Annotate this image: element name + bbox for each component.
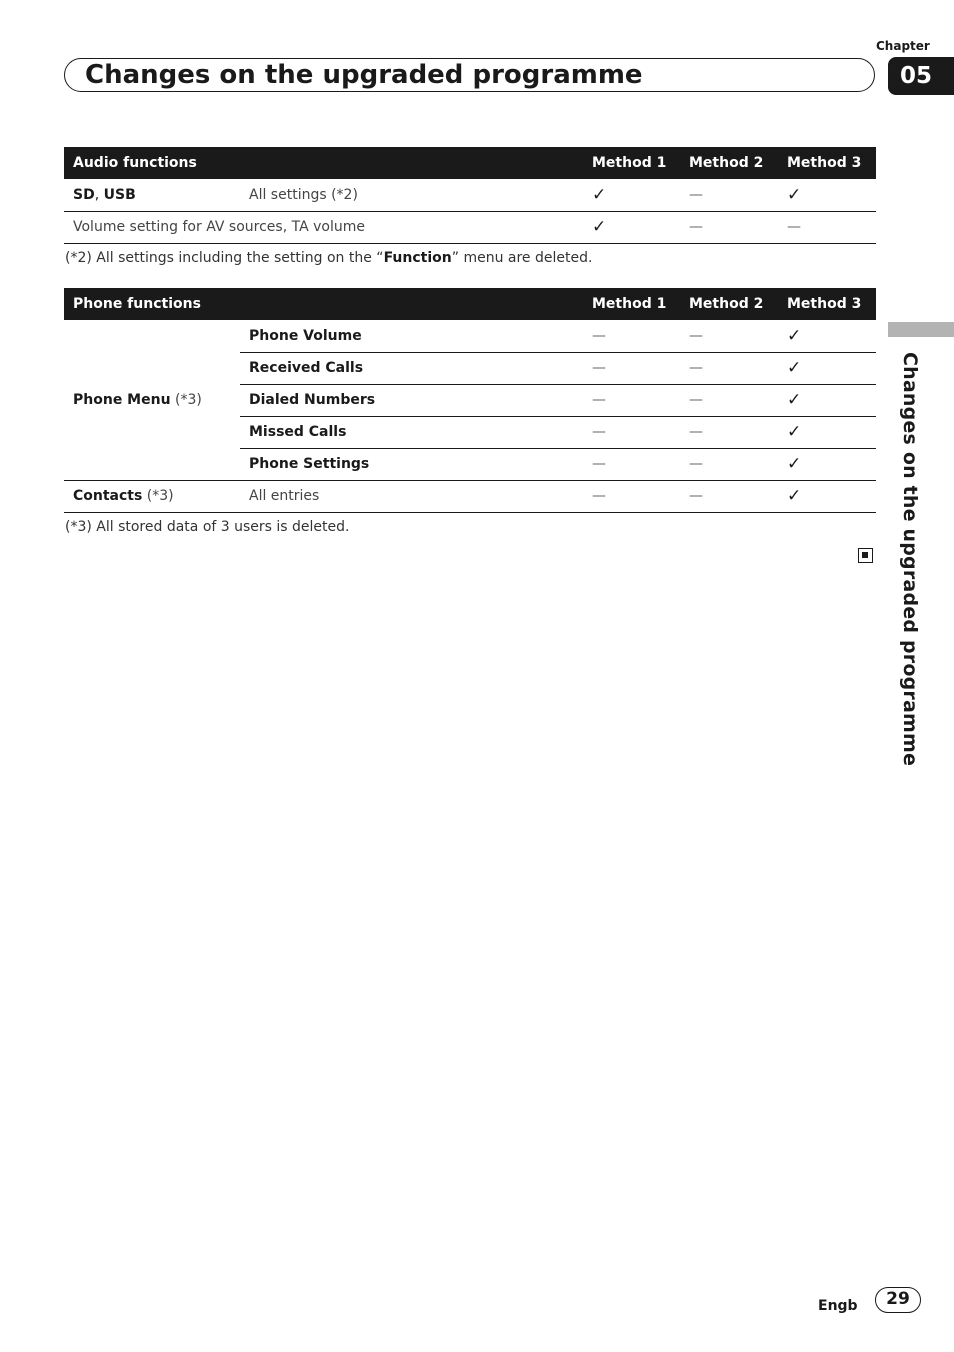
sd-label: SD	[73, 186, 95, 203]
dash-mark: —	[689, 327, 703, 344]
check-mark: ✓	[592, 217, 607, 237]
dash-mark: —	[592, 360, 606, 376]
phone-menu-note: (*3)	[170, 391, 202, 408]
item-name: Phone Settings	[249, 456, 370, 472]
check-mark: ✓	[787, 358, 802, 378]
item-name: Missed Calls	[249, 424, 347, 440]
dash-mark: —	[689, 186, 703, 203]
page-title: Changes on the upgraded programme	[85, 60, 643, 90]
item-name: Received Calls	[249, 360, 364, 376]
dash-mark: —	[689, 456, 703, 472]
dash-mark: —	[689, 424, 703, 440]
footnote-2	[65, 250, 592, 266]
phone-menu-name: Phone Menu	[73, 391, 171, 408]
title-frame	[64, 58, 875, 92]
contacts-note: (*3)	[142, 488, 174, 504]
dash-mark: —	[592, 456, 606, 472]
dash-mark: —	[689, 219, 703, 235]
side-tab-title: Changes on the upgraded programme	[899, 352, 921, 767]
chapter-label: Chapter	[876, 39, 930, 53]
chapter-number: 05	[888, 57, 954, 95]
check-mark: ✓	[787, 422, 802, 442]
header-audio-functions: Audio functions	[64, 147, 583, 179]
table-row	[64, 211, 876, 243]
check-mark: ✓	[787, 325, 802, 346]
header-method-1: Method 1	[583, 147, 680, 179]
check-mark: ✓	[787, 486, 802, 506]
dash-mark: —	[592, 392, 606, 408]
header-method-2: Method 2	[680, 288, 778, 320]
dash-mark: —	[592, 327, 606, 344]
table-row	[64, 480, 876, 512]
footnote-3: (*3) All stored data of 3 users is deleted.	[65, 519, 350, 535]
function-menu-name: Function	[383, 250, 452, 266]
page-number: 29	[875, 1287, 921, 1313]
language-code: Engb	[818, 1298, 858, 1314]
setting-cell: All entries	[249, 488, 320, 504]
contacts-name: Contacts	[73, 488, 143, 504]
item-name: Dialed Numbers	[249, 392, 376, 408]
check-mark: ✓	[787, 184, 802, 205]
header-method-1: Method 1	[583, 288, 680, 320]
header-method-3: Method 3	[778, 147, 876, 179]
dash-mark: —	[689, 392, 703, 408]
header-method-2: Method 2	[680, 147, 778, 179]
dash-mark: —	[592, 488, 606, 504]
dash-mark: —	[689, 360, 703, 376]
label-separator: ,	[94, 186, 104, 203]
header-method-3: Method 3	[778, 288, 876, 320]
check-mark: ✓	[787, 390, 802, 410]
table-row	[64, 179, 876, 211]
table-header-row	[64, 288, 876, 320]
phone-menu-label	[64, 320, 240, 480]
section-end-icon	[858, 548, 873, 563]
side-tab-bar	[888, 322, 954, 337]
sd-usb-label	[64, 179, 240, 211]
footnote-2-text: (*2) All settings including the setting on the “	[65, 250, 384, 266]
usb-label: USB	[103, 186, 136, 203]
dash-mark: —	[787, 219, 801, 235]
check-mark: ✓	[787, 454, 802, 474]
volume-setting-label: Volume setting for AV sources, TA volume	[73, 219, 365, 235]
table-header-row	[64, 147, 876, 179]
setting-cell: All settings (*2)	[249, 186, 358, 203]
item-name: Phone Volume	[249, 327, 362, 344]
contacts-label	[64, 480, 240, 512]
audio-functions-table	[64, 147, 876, 244]
table-row	[64, 320, 876, 352]
dash-mark: —	[689, 488, 703, 504]
phone-functions-table	[64, 288, 876, 513]
dash-mark: —	[592, 424, 606, 440]
footnote-2-text-end: ” menu are deleted.	[451, 250, 593, 266]
header-phone-functions: Phone functions	[64, 288, 583, 320]
check-mark: ✓	[592, 184, 607, 205]
